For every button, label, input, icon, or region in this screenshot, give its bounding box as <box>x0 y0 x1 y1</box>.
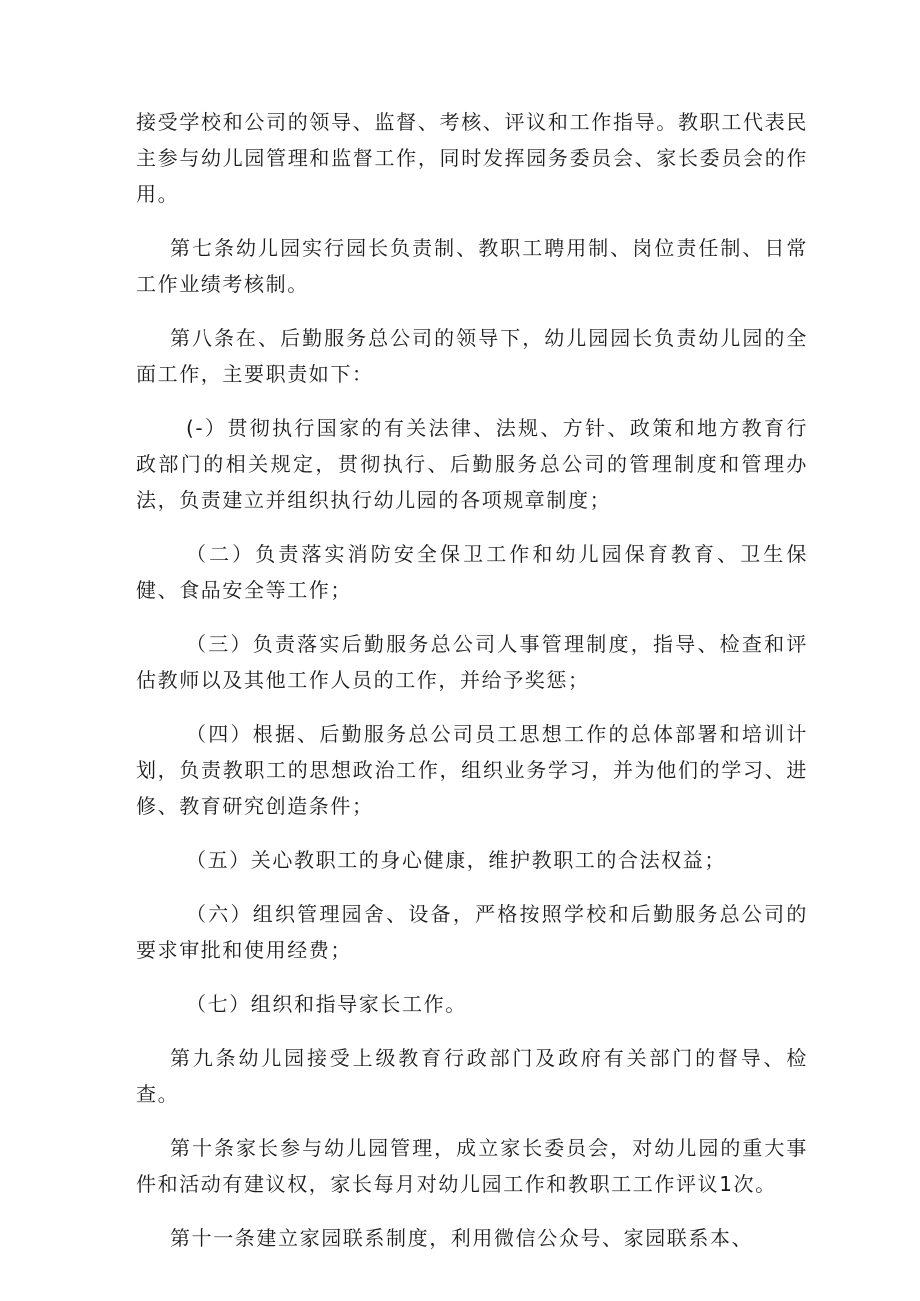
paragraph-article-9: 第九条幼儿园接受上级教育行政部门及政府有关部门的督导、检查。 <box>136 1046 808 1106</box>
list-item-duty-3: （三）负责落实后勤服务总公司人事管理制度，指导、检查和评估教师以及其他工作人员的工作，并给予奖惩； <box>136 632 808 692</box>
paragraph-article-8: 第八条在、后勤服务总公司的领导下，幼儿园园长负责幼儿园的全面工作，主要职责如下： <box>136 326 808 386</box>
list-item-duty-5: （五）关心教职工的身心健康，维护教职工的合法权益； <box>186 848 726 872</box>
paragraph-article-7: 第七条幼儿园实行园长负责制、教职工聘用制、岗位责任制、日常工作业绩考核制。 <box>136 236 808 296</box>
list-item-duty-7: （七）组织和指导家长工作。 <box>186 992 467 1016</box>
list-item-duty-2: （二）负责落实消防安全保卫工作和幼儿园保育教育、卫生保健、食品安全等工作； <box>136 542 808 602</box>
paragraph-article-10: 第十条家长参与幼儿园管理，成立家长委员会，对幼儿园的重大事件和活动有建议权，家长每月对幼儿园工作和教职工工作评议1次。 <box>136 1136 808 1196</box>
document-body <box>136 104 808 1274</box>
list-item-duty-6: （六）组织管理园舍、设备，严格按照学校和后勤服务总公司的要求审批和使用经费； <box>136 902 808 962</box>
list-item-duty-4: （四）根据、后勤服务总公司员工思想工作的总体部署和培训计划，负责教职工的思想政治工作，组织业务学习，并为他们的学习、进修、教育研究创造条件； <box>136 722 808 818</box>
paragraph-continuation: 接受学校和公司的领导、监督、考核、评议和工作指导。教职工代表民主参与幼儿园管理和监督工作，同时发挥园务委员会、家长委员会的作用。 <box>136 110 808 206</box>
paragraph-article-11: 第十一条建立家园联系制度，利用微信公众号、家园联系本、 <box>170 1226 754 1250</box>
list-item-duty-1: (-）贯彻执行国家的有关法律、法规、方针、政策和地方教育行政部门的相关规定，贯彻执行、后勤服务总公司的管理制度和管理办法，负责建立并组织执行幼儿园的各项规章制度； <box>136 416 808 512</box>
